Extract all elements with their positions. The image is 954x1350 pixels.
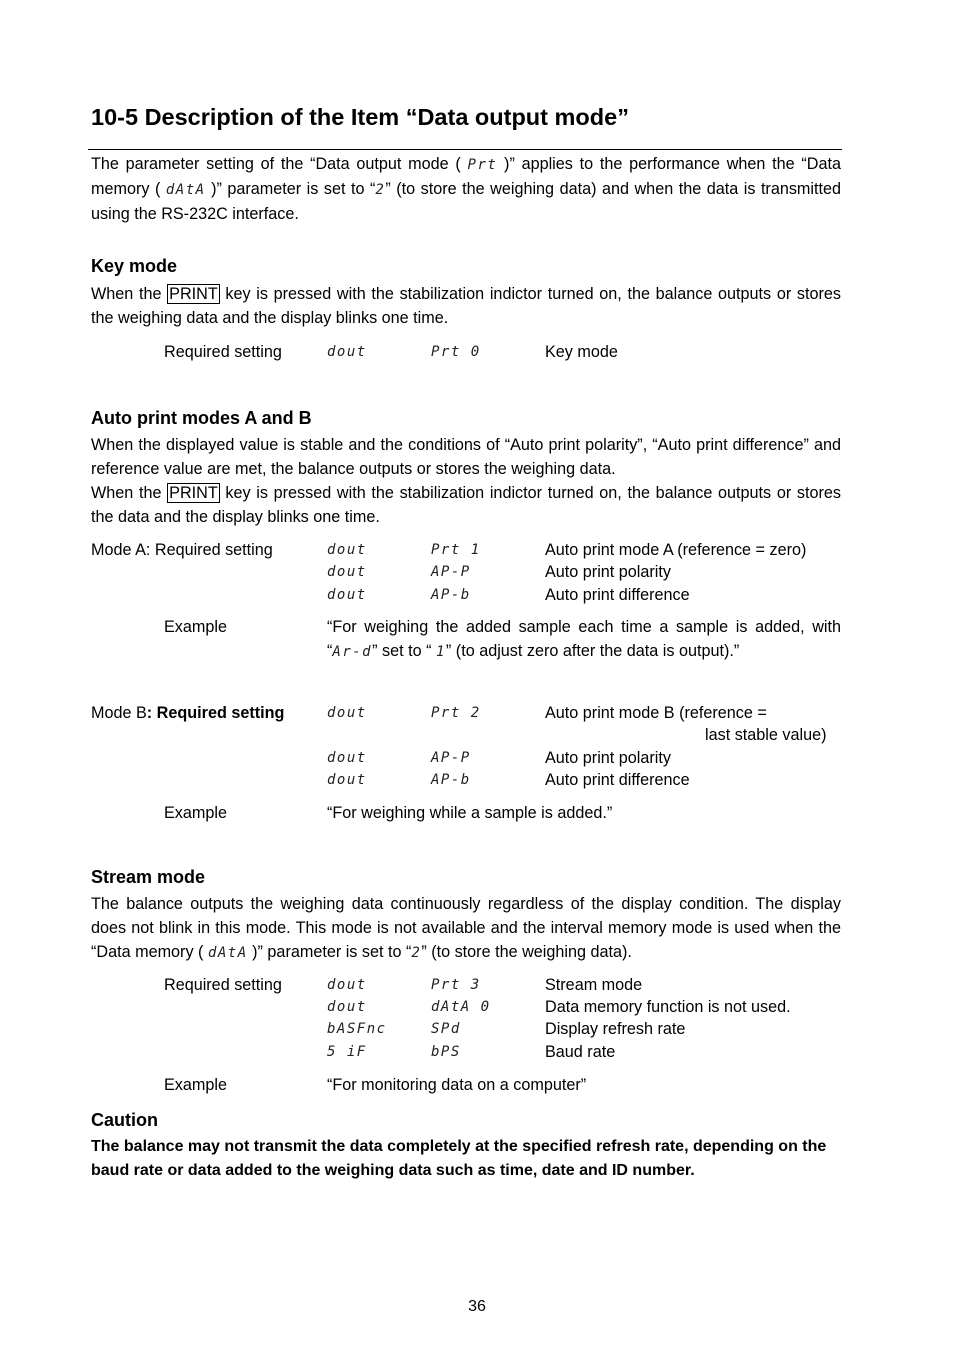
segment-display-1: 1 xyxy=(435,644,446,660)
heading-caution: Caution xyxy=(91,1110,158,1130)
mode-b-param-1: dout xyxy=(327,705,367,721)
mode-b-value-3: AP-b xyxy=(431,772,471,788)
mode-b-example-text: “For weighing while a sample is added.” xyxy=(327,804,613,822)
mode-b-label-b: : Required setting xyxy=(146,704,285,722)
mode-a-example-line-1: “For weighing the added sample each time a sample is added, with xyxy=(327,618,841,636)
stream-desc-3: Display refresh rate xyxy=(545,1020,686,1038)
title-divider xyxy=(88,149,842,150)
mode-b-value-1: Prt 2 xyxy=(431,705,481,721)
mode-a-param-3: dout xyxy=(327,587,367,603)
mode-a-example-line-2 xyxy=(327,642,739,661)
mode-b-label xyxy=(91,704,284,723)
heading-stream-mode: Stream mode xyxy=(91,867,206,887)
mode-b-param-2: dout xyxy=(327,750,367,766)
stream-text-1: The balance outputs the weighing data continuously regardless of the display condition. The display does not blink in this mode. This mode is not available and the interval memory mode is used when the “Data memory ( xyxy=(91,895,841,961)
mode-b-desc-1-cont: last stable value) xyxy=(705,726,827,744)
stream-text-3: ” (to store the weighing data). xyxy=(421,943,632,961)
mode-a-example-label: Example xyxy=(164,618,227,636)
segment-display-2: 2 xyxy=(411,945,422,961)
mode-b-label-a: Mode B xyxy=(91,704,147,722)
intro-text-3: )” parameter is set to “ xyxy=(205,180,376,198)
auto-print-text-2b: key is pressed with the stabilization indictor turned on, the balance outputs or stores the data and the display blinks one time. xyxy=(91,484,841,526)
mode-a-desc-3: Auto print difference xyxy=(545,586,690,604)
mode-b-param-3: dout xyxy=(327,772,367,788)
intro-text-2: )” applies to the performance when the “Data memory ( xyxy=(91,155,841,198)
auto-print-paragraph-2 xyxy=(91,481,841,529)
segment-display-prt: Prt xyxy=(467,157,498,173)
stream-value-4: bPS xyxy=(431,1044,461,1060)
stream-desc-1: Stream mode xyxy=(545,976,643,994)
key-mode-value: Prt 0 xyxy=(431,344,481,360)
stream-mode-paragraph xyxy=(91,892,841,965)
heading-key-mode: Key mode xyxy=(91,256,178,276)
key-mode-required-label: Required setting xyxy=(164,343,282,361)
stream-desc-2: Data memory function is not used. xyxy=(545,998,791,1016)
stream-param-1: dout xyxy=(327,977,367,993)
mode-a-param-2: dout xyxy=(327,564,367,580)
stream-value-1: Prt 3 xyxy=(431,977,481,993)
segment-display-data: dAtA xyxy=(207,945,248,961)
auto-print-text-2a: When the xyxy=(91,484,168,502)
mode-b-desc-1: Auto print mode B (reference = xyxy=(545,704,767,722)
stream-value-3: SPd xyxy=(431,1021,461,1037)
print-key-label: PRINT xyxy=(169,285,218,303)
mode-a-example-text-2a: “ xyxy=(327,642,333,660)
stream-desc-4: Baud rate xyxy=(545,1043,616,1061)
stream-example-label: Example xyxy=(164,1076,227,1094)
mode-a-example-text-2c: ” (to adjust zero after the data is output).” xyxy=(445,642,740,660)
mode-a-value-2: AP-P xyxy=(431,564,471,580)
stream-text-2: )” parameter is set to “ xyxy=(247,943,412,961)
stream-value-2: dAtA 0 xyxy=(431,999,491,1015)
page-number: 36 xyxy=(468,1298,486,1315)
caution-text: The balance may not transmit the data completely at the specified refresh rate, depending on the baud rate or data added to the weighing data such as time, date and ID number. xyxy=(91,1138,827,1179)
mode-b-desc-2: Auto print polarity xyxy=(545,749,671,767)
mode-a-desc-2: Auto print polarity xyxy=(545,563,671,581)
intro-text-1: The parameter setting of the “Data output mode ( xyxy=(91,155,468,173)
intro-text-4: ” (to store the weighing data) and when the data is transmitted using the RS-232C interface. xyxy=(91,180,842,223)
stream-param-3: bASFnc xyxy=(327,1021,387,1037)
mode-a-example-text-2b: ” set to “ xyxy=(372,642,436,660)
page-title: 10-5 Description of the Item “Data output mode” xyxy=(91,104,629,130)
mode-a-desc-1: Auto print mode A (reference = zero) xyxy=(545,541,807,559)
key-mode-text-1: When the xyxy=(91,285,168,303)
key-mode-desc: Key mode xyxy=(545,343,618,361)
intro-paragraph xyxy=(91,152,841,226)
segment-display-data: dAtA xyxy=(165,182,206,198)
stream-param-4: 5 iF xyxy=(327,1044,367,1060)
mode-a-value-3: AP-b xyxy=(431,587,471,603)
auto-print-paragraph-1: When the displayed value is stable and the conditions of “Auto print polarity”, “Auto print difference” and reference value are met, the balance outputs or stores the weighing data. xyxy=(91,436,841,478)
stream-example-text: “For monitoring data on a computer” xyxy=(327,1076,587,1094)
key-mode-text-2: key is pressed with the stabilization indictor turned on, the balance outputs or stores the weighing data and the display blinks one time. xyxy=(91,285,841,327)
segment-display-2: 2 xyxy=(375,182,386,198)
mode-a-value-1: Prt 1 xyxy=(431,542,481,558)
mode-b-desc-3: Auto print difference xyxy=(545,771,690,789)
stream-param-2: dout xyxy=(327,999,367,1015)
print-key-label: PRINT xyxy=(169,484,218,502)
mode-b-example-label: Example xyxy=(164,804,227,822)
mode-a-label: Mode A: Required setting xyxy=(91,541,273,559)
stream-required-label: Required setting xyxy=(164,976,282,994)
mode-a-param-1: dout xyxy=(327,542,367,558)
mode-b-value-2: AP-P xyxy=(431,750,471,766)
heading-auto-print: Auto print modes A and B xyxy=(91,408,312,428)
segment-display-ar-d: Ar-d xyxy=(332,644,373,660)
key-mode-param: dout xyxy=(327,344,367,360)
key-mode-paragraph xyxy=(91,282,841,330)
